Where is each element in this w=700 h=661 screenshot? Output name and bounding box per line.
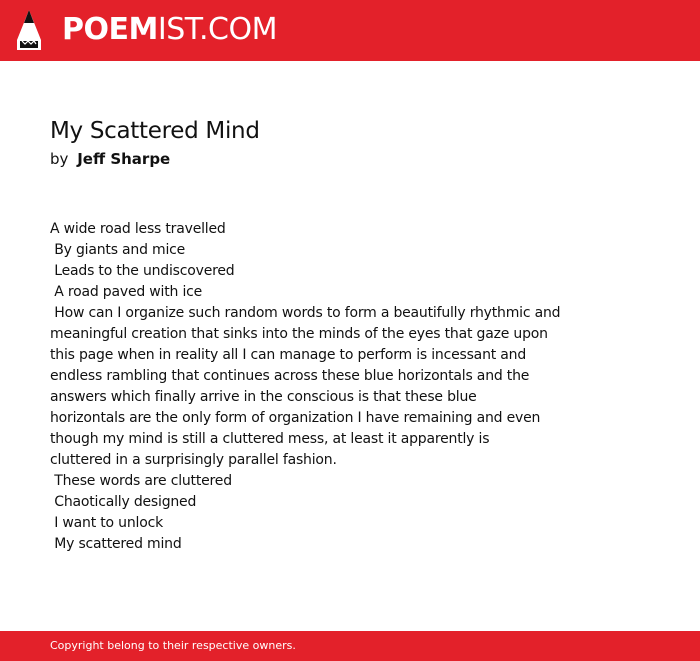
poem-line: A road paved with ice	[50, 284, 203, 300]
poem-line: How can I organize such random words to form a beautifully rhythmic and	[50, 305, 561, 321]
site-footer	[0, 631, 700, 661]
poem-line: though my mind is still a cluttered mess, at least it apparently is	[50, 431, 490, 447]
site-logo-link[interactable]	[16, 8, 277, 52]
pencil-tip-icon	[16, 8, 42, 52]
poem-line: Chaotically designed	[50, 494, 197, 510]
copyright-text: Copyright belong to their respective owners.	[50, 639, 296, 652]
poem-byline	[50, 149, 170, 169]
poem-line: endless rambling that continues across these blue horizontals and the	[50, 368, 530, 384]
poem-line: meaningful creation that sinks into the minds of the eyes that gaze upon	[50, 326, 548, 342]
poem-line: answers which finally arrive in the conscious is that these blue	[50, 389, 477, 405]
poem-line: My scattered mind	[50, 536, 182, 552]
by-label: by	[50, 150, 69, 168]
poem-line: By giants and mice	[50, 242, 186, 258]
logo-text-bold: POEM	[62, 12, 158, 47]
site-logo-text	[62, 8, 277, 52]
logo-text-light: IST.COM	[157, 12, 277, 47]
poem-title: My Scattered Mind	[50, 118, 260, 144]
poem-body	[50, 219, 570, 555]
poem-line: I want to unlock	[50, 515, 163, 531]
poem-line: cluttered in a surprisingly parallel fashion.	[50, 452, 337, 468]
author-link[interactable]: Jeff Sharpe	[77, 150, 171, 168]
poem-line: These words are cluttered	[50, 473, 232, 489]
poem-line: this page when in reality all I can manage to perform is incessant and	[50, 347, 527, 363]
poem-line: horizontals are the only form of organization I have remaining and even	[50, 410, 541, 426]
poem-line: Leads to the undiscovered	[50, 263, 235, 279]
poem-line: A wide road less travelled	[50, 221, 226, 237]
site-header	[0, 0, 700, 61]
